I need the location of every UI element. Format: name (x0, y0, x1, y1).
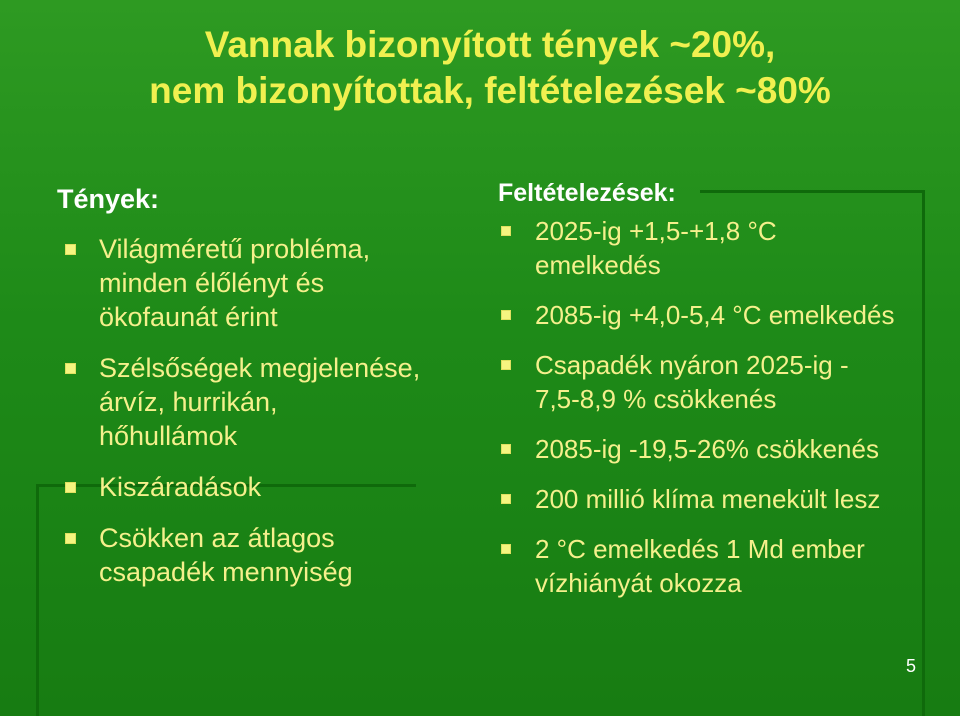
list-item (498, 432, 898, 466)
facts-item-text: Szélsőségek megjelenése, árvíz, hurrikán, hőhullámok (99, 353, 421, 451)
list-item (62, 351, 422, 453)
frame-right-line (922, 190, 925, 716)
assumptions-item-text: 2085-ig +4,0-5,4 °C emelkedés (535, 300, 895, 330)
slide-title-line-2: nem bizonyítottak, feltételezések ~80% (149, 70, 831, 111)
page-number: 5 (905, 656, 916, 676)
list-item (498, 298, 898, 332)
slide-title-line-1: Vannak bizonyított tények ~20%, (204, 24, 776, 65)
assumptions-item-text: 2 °C emelkedés 1 Md ember vízhiányát okozza (535, 534, 865, 598)
list-item (62, 521, 422, 589)
assumptions-heading: Feltételezések: (498, 179, 676, 207)
frame-left-line (36, 484, 39, 716)
assumptions-item-text: 2025-ig +1,5-+1,8 °C emelkedés (535, 216, 777, 280)
square-bullet-icon (65, 482, 76, 493)
assumptions-item-text: 200 millió klíma menekült lesz (535, 484, 881, 514)
assumptions-item-text: Csapadék nyáron 2025-ig - 7,5-8,9 % csökkenés (535, 350, 849, 414)
list-item (498, 348, 898, 416)
assumptions-list (498, 214, 898, 616)
facts-heading: Tények: (57, 184, 160, 214)
square-bullet-icon (65, 533, 76, 544)
facts-item-text: Csökken az átlagos csapadék mennyiség (99, 523, 353, 587)
list-item (62, 232, 422, 334)
slide-title (30, 22, 950, 114)
square-bullet-icon (501, 310, 511, 320)
facts-list (62, 232, 422, 606)
square-bullet-icon (65, 363, 76, 374)
facts-item-text: Kiszáradások (99, 472, 262, 502)
frame-right-top-line (700, 190, 925, 193)
assumptions-item-text: 2085-ig -19,5-26% csökkenés (535, 434, 879, 464)
list-item (62, 470, 422, 504)
square-bullet-icon (501, 494, 511, 504)
square-bullet-icon (501, 544, 511, 554)
list-item (498, 482, 898, 516)
square-bullet-icon (501, 226, 511, 236)
list-item (498, 214, 898, 282)
facts-item-text: Világméretű probléma, minden élőlényt és ökofaunát érint (99, 234, 371, 332)
square-bullet-icon (501, 360, 511, 370)
square-bullet-icon (65, 244, 76, 255)
square-bullet-icon (501, 444, 511, 454)
list-item (498, 532, 898, 600)
